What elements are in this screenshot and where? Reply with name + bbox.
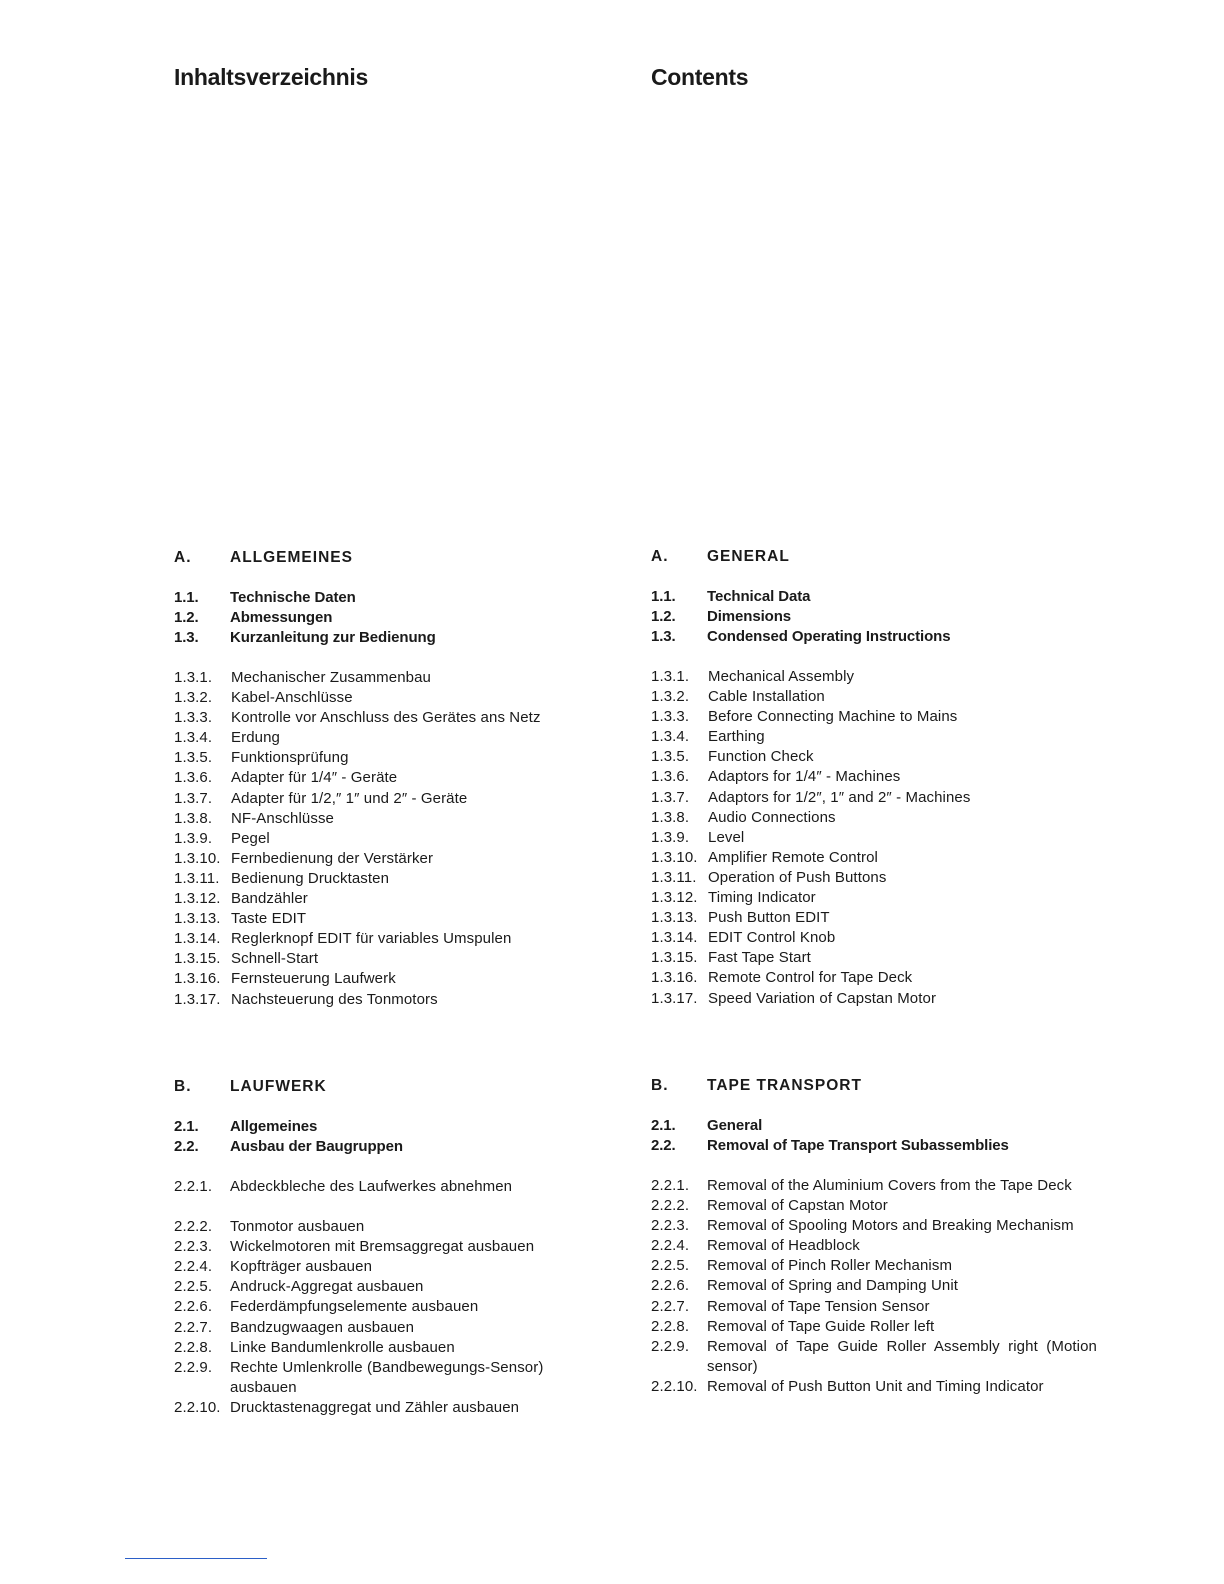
entry-label: Adaptors for 1/4″ - Machines <box>708 768 901 786</box>
entry-number: 2.2.7. <box>174 1318 213 1336</box>
entry-label: Abmessungen <box>230 609 333 626</box>
entry-label: Drucktastenaggregat und Zähler ausbauen <box>230 1398 520 1416</box>
entry-number: 2.2.10. <box>174 1398 221 1416</box>
toc-sub-entry[interactable] <box>651 968 1101 988</box>
entry-number: 2.2.2. <box>651 1197 690 1215</box>
entry-number: 1.3.6. <box>651 768 690 786</box>
toc-sub-entry[interactable] <box>651 667 1101 687</box>
toc-main-entry[interactable] <box>651 627 1101 647</box>
entry-number: 2.2.9. <box>174 1358 213 1376</box>
toc-main-entry[interactable] <box>651 1136 1097 1156</box>
entry-label: Amplifier Remote Control <box>708 848 878 866</box>
toc-sub-entry[interactable] <box>174 1257 594 1277</box>
toc-sub-entry[interactable] <box>651 808 1101 828</box>
entry-number: 2.2. <box>651 1137 676 1154</box>
entry-number: 1.2. <box>174 609 199 626</box>
section-label: LAUFWERK <box>230 1078 327 1095</box>
entry-label: Removal of Spooling Motors and Breaking Mechanism <box>707 1217 1074 1235</box>
toc-sub-entry[interactable] <box>651 1297 1097 1317</box>
toc-sub-entry[interactable] <box>174 809 614 829</box>
entry-label: Kontrolle vor Anschluss des Gerätes ans Netz <box>231 709 541 727</box>
toc-sub-entry[interactable] <box>174 1217 594 1237</box>
entry-number: 2.1. <box>651 1117 676 1134</box>
entry-label: Funktionsprüfung <box>231 749 349 767</box>
entry-label: NF-Anschlüsse <box>231 809 334 827</box>
toc-sub-entry[interactable] <box>174 789 614 809</box>
toc-sub-entry[interactable] <box>174 949 614 969</box>
toc-sub-entry[interactable] <box>174 1318 594 1338</box>
toc-sub-entry[interactable] <box>174 889 614 909</box>
toc-main-entry[interactable] <box>651 1116 1097 1136</box>
toc-sub-entry[interactable] <box>651 928 1101 948</box>
toc-sub-entry[interactable] <box>174 1297 594 1317</box>
section-title <box>174 1077 594 1097</box>
toc-sub-entry[interactable] <box>651 727 1101 747</box>
entry-label: Rechte Umlenkrolle (Bandbewegungs-Sensor) ausbauen <box>230 1358 544 1396</box>
entry-label: Bedienung Drucktasten <box>231 869 390 887</box>
toc-sub-entry[interactable] <box>174 829 614 849</box>
toc-sub-entry[interactable] <box>651 1176 1097 1196</box>
entry-label: Bandzugwaagen ausbauen <box>230 1318 415 1336</box>
entry-number: 2.2.2. <box>174 1218 213 1236</box>
entry-number: 1.3.7. <box>651 788 690 806</box>
entry-label: Taste EDIT <box>231 910 307 928</box>
toc-sub-entry[interactable] <box>174 768 614 788</box>
entry-number: 1.3.3. <box>174 709 213 727</box>
entry-number: 1.3.4. <box>174 729 213 747</box>
entry-label: Fernsteuerung Laufwerk <box>231 970 396 988</box>
entry-label: Removal of Tape Transport Subassemblies <box>707 1137 1009 1154</box>
entry-label: Kopfträger ausbauen <box>230 1258 373 1276</box>
entry-number: 2.2.7. <box>651 1297 690 1315</box>
entry-number: 1.3.13. <box>651 909 698 927</box>
entry-label: Linke Bandumlenkrolle ausbauen <box>230 1338 455 1356</box>
toc-sub-entry[interactable] <box>174 990 614 1010</box>
entry-label: Pegel <box>231 829 270 847</box>
entry-label: Earthing <box>708 728 765 746</box>
entry-label: Function Check <box>708 748 814 766</box>
entry-label: Mechanical Assembly <box>708 668 855 685</box>
entry-label: Erdung <box>231 729 280 747</box>
entry-number: 1.3.9. <box>174 829 213 847</box>
entry-label: Removal of Capstan Motor <box>707 1197 888 1215</box>
toc-main-entry[interactable] <box>174 608 614 628</box>
entry-label: Bandzähler <box>231 890 308 908</box>
toc-sub-entry[interactable] <box>174 869 614 889</box>
entry-number: 1.3.15. <box>174 950 221 968</box>
entry-number: 1.3.7. <box>174 789 213 807</box>
entry-number: 1.3.3. <box>651 708 690 726</box>
toc-sub-entry[interactable] <box>174 1338 594 1358</box>
entry-label: Reglerknopf EDIT für variables Umspulen <box>231 930 512 948</box>
toc-sub-entry[interactable] <box>174 668 614 688</box>
section-number: B. <box>174 1078 192 1095</box>
entry-label: Before Connecting Machine to Mains <box>708 708 958 726</box>
entry-label: Timing Indicator <box>708 889 816 907</box>
entry-number: 1.3.14. <box>651 929 698 947</box>
toc-section-a-en <box>651 547 1101 1009</box>
entry-label: Removal of Pinch Roller Mechanism <box>707 1257 953 1275</box>
toc-sub-entry[interactable] <box>174 929 614 949</box>
section-title <box>651 1076 1097 1096</box>
entry-number: 2.2.3. <box>651 1217 690 1235</box>
toc-section-a-de <box>174 548 614 1010</box>
toc-sub-entry[interactable] <box>651 888 1101 908</box>
toc-sub-entry[interactable] <box>174 909 614 929</box>
section-label: GENERAL <box>707 548 790 565</box>
entry-number: 2.2.4. <box>651 1237 690 1255</box>
entry-label: Audio Connections <box>708 808 836 826</box>
entry-number: 1.3.4. <box>651 728 690 746</box>
entry-number: 1.3.8. <box>174 809 213 827</box>
entry-number: 1.3.17. <box>651 989 698 1007</box>
toc-main-entry[interactable] <box>174 1117 594 1137</box>
toc-sub-entry[interactable] <box>651 1236 1097 1256</box>
entry-label: Kabel-Anschlüsse <box>231 689 353 707</box>
entry-label: Nachsteuerung des Tonmotors <box>231 990 438 1008</box>
entry-label: Removal of Spring and Damping Unit <box>707 1277 959 1295</box>
entry-label: Fast Tape Start <box>708 949 811 967</box>
entry-label: Abdeckbleche des Laufwerkes abnehmen <box>230 1178 513 1195</box>
entry-number: 1.3.10. <box>651 848 698 866</box>
toc-sub-entry[interactable] <box>174 1398 594 1418</box>
entry-label: Removal of Tape Guide Roller Assembly right (Motion sensor) <box>707 1337 1097 1375</box>
entry-number: 1.3.9. <box>651 828 690 846</box>
toc-sub-entry[interactable] <box>174 1237 594 1257</box>
entry-number: 1.3. <box>651 628 676 645</box>
entry-label: Cable Installation <box>708 688 825 706</box>
entry-label: Technical Data <box>707 588 811 605</box>
entry-label: Condensed Operating Instructions <box>707 628 951 645</box>
entry-label: Removal of the Aluminium Covers from the Tape Deck <box>707 1177 1072 1194</box>
entry-number: 2.2.1. <box>174 1178 213 1195</box>
entry-number: 1.3.5. <box>174 749 213 767</box>
entry-number: 2.2.6. <box>651 1277 690 1295</box>
entry-number: 1.3.6. <box>174 769 213 787</box>
section-number: A. <box>174 549 192 566</box>
section-title <box>174 548 614 568</box>
toc-sub-entry[interactable] <box>174 1177 594 1197</box>
toc-sub-entry[interactable] <box>174 1277 594 1297</box>
toc-main-entry[interactable] <box>651 607 1101 627</box>
entry-number: 2.2.8. <box>174 1338 213 1356</box>
toc-sub-entry[interactable] <box>651 1256 1097 1276</box>
section-title <box>651 547 1101 567</box>
entry-number: 1.3.10. <box>174 849 221 867</box>
entry-number: 1.1. <box>174 589 199 606</box>
entry-number: 1.3.8. <box>651 808 690 826</box>
toc-sub-entry[interactable] <box>651 1317 1097 1337</box>
entry-number: 2.2.8. <box>651 1317 690 1335</box>
entry-label: Speed Variation of Capstan Motor <box>708 989 937 1007</box>
toc-main-entry[interactable] <box>174 628 614 648</box>
section-label: TAPE TRANSPORT <box>707 1077 862 1094</box>
entry-label: Kurzanleitung zur Bedienung <box>230 629 436 646</box>
toc-sub-entry[interactable] <box>651 767 1101 787</box>
toc-sub-entry[interactable] <box>651 687 1101 707</box>
entry-label: Removal of Tape Guide Roller left <box>707 1317 935 1335</box>
entry-label: Ausbau der Baugruppen <box>230 1138 403 1155</box>
entry-number: 1.3.1. <box>651 668 690 685</box>
entry-label: Fernbedienung der Verstärker <box>231 849 434 867</box>
toc-sub-entry[interactable] <box>651 788 1101 808</box>
entry-label: Removal of Tape Tension Sensor <box>707 1297 930 1315</box>
entry-number: 1.3.11. <box>174 869 220 887</box>
entry-number: 2.2.3. <box>174 1238 213 1256</box>
entry-number: 1.3.14. <box>174 930 221 948</box>
section-number: A. <box>651 548 669 565</box>
entry-label: Technische Daten <box>230 589 356 606</box>
entry-label: Remote Control for Tape Deck <box>708 969 913 987</box>
entry-number: 2.2.5. <box>174 1278 213 1296</box>
entry-number: 2.2.6. <box>174 1298 213 1316</box>
entry-number: 2.2.1. <box>651 1177 690 1194</box>
entry-number: 1.2. <box>651 608 676 625</box>
entry-label: Federdämpfungselemente ausbauen <box>230 1298 479 1316</box>
entry-label: Tonmotor ausbauen <box>230 1218 365 1236</box>
footnote-rule <box>125 1558 267 1559</box>
entry-number: 1.3.2. <box>174 689 213 707</box>
toc-sub-entry[interactable] <box>651 848 1101 868</box>
entry-label: Adapter für 1/4″ - Geräte <box>231 769 398 787</box>
toc-sub-entry[interactable] <box>174 849 614 869</box>
entry-number: 1.3.16. <box>174 970 221 988</box>
entry-number: 2.2.10. <box>651 1377 698 1395</box>
entry-label: Push Button EDIT <box>708 909 830 927</box>
toc-sub-entry[interactable] <box>174 708 614 728</box>
toc-sub-entry[interactable] <box>651 989 1101 1009</box>
toc-sub-entry[interactable] <box>651 1276 1097 1296</box>
entry-number: 2.2.9. <box>651 1337 690 1355</box>
page-title-de: Inhaltsverzeichnis <box>174 64 369 90</box>
entry-number: 1.3.17. <box>174 990 221 1008</box>
toc-sub-entry[interactable] <box>174 969 614 989</box>
entry-number: 1.3.5. <box>651 748 690 766</box>
entry-number: 2.1. <box>174 1118 199 1135</box>
entry-label: Andruck-Aggregat ausbauen <box>230 1278 424 1296</box>
entry-number: 2.2.5. <box>651 1257 690 1275</box>
section-label: ALLGEMEINES <box>230 549 353 566</box>
toc-sub-entry[interactable] <box>651 908 1101 928</box>
entry-label: Operation of Push Buttons <box>708 868 887 886</box>
entry-number: 1.3. <box>174 629 199 646</box>
page-title-en: Contents <box>651 64 749 90</box>
entry-label: Allgemeines <box>230 1118 318 1135</box>
toc-sub-entry[interactable] <box>651 1377 1097 1397</box>
entry-number: 2.2.4. <box>174 1258 213 1276</box>
entry-number: 1.3.16. <box>651 969 698 987</box>
toc-sub-entry[interactable] <box>651 868 1101 888</box>
entry-label: Adapter für 1/2,″ 1″ und 2″ - Geräte <box>231 789 468 807</box>
entry-label: Dimensions <box>707 608 792 625</box>
toc-sub-entry[interactable] <box>651 948 1101 968</box>
entry-label: EDIT Control Knob <box>708 929 836 947</box>
toc-main-entry[interactable] <box>651 587 1101 607</box>
entry-label: Wickelmotoren mit Bremsaggregat ausbauen <box>230 1238 535 1256</box>
toc-sub-entry[interactable] <box>651 1337 1097 1377</box>
entry-label: Schnell-Start <box>231 950 319 968</box>
toc-sub-entry[interactable] <box>651 747 1101 767</box>
toc-sub-entry[interactable] <box>174 728 614 748</box>
toc-sub-entry[interactable] <box>651 1196 1097 1216</box>
toc-main-entry[interactable] <box>174 1137 594 1157</box>
toc-section-b-en <box>651 1076 1097 1397</box>
entry-number: 1.3.13. <box>174 910 221 928</box>
toc-section-b-de <box>174 1077 594 1418</box>
section-number: B. <box>651 1077 669 1094</box>
toc-main-entry[interactable] <box>174 588 614 608</box>
entry-number: 1.3.2. <box>651 688 690 706</box>
entry-label: General <box>707 1117 763 1134</box>
entry-number: 2.2. <box>174 1138 199 1155</box>
toc-sub-entry[interactable] <box>174 748 614 768</box>
entry-label: Removal of Headblock <box>707 1237 860 1255</box>
entry-label: Level <box>708 828 745 846</box>
entry-number: 1.3.1. <box>174 669 213 686</box>
entry-label: Mechanischer Zusammenbau <box>231 669 431 686</box>
toc-sub-entry[interactable] <box>174 1358 594 1398</box>
toc-sub-entry[interactable] <box>651 707 1101 727</box>
toc-sub-entry[interactable] <box>651 828 1101 848</box>
entry-number: 1.3.12. <box>651 889 698 907</box>
entry-number: 1.3.15. <box>651 949 698 967</box>
entry-label: Adaptors for 1/2″, 1″ and 2″ - Machines <box>708 788 971 806</box>
entry-number: 1.1. <box>651 588 676 605</box>
toc-sub-entry[interactable] <box>174 688 614 708</box>
entry-number: 1.3.11. <box>651 868 697 886</box>
entry-label: Removal of Push Button Unit and Timing Indicator <box>707 1377 1044 1395</box>
entry-number: 1.3.12. <box>174 890 221 908</box>
toc-sub-entry[interactable] <box>651 1216 1097 1236</box>
